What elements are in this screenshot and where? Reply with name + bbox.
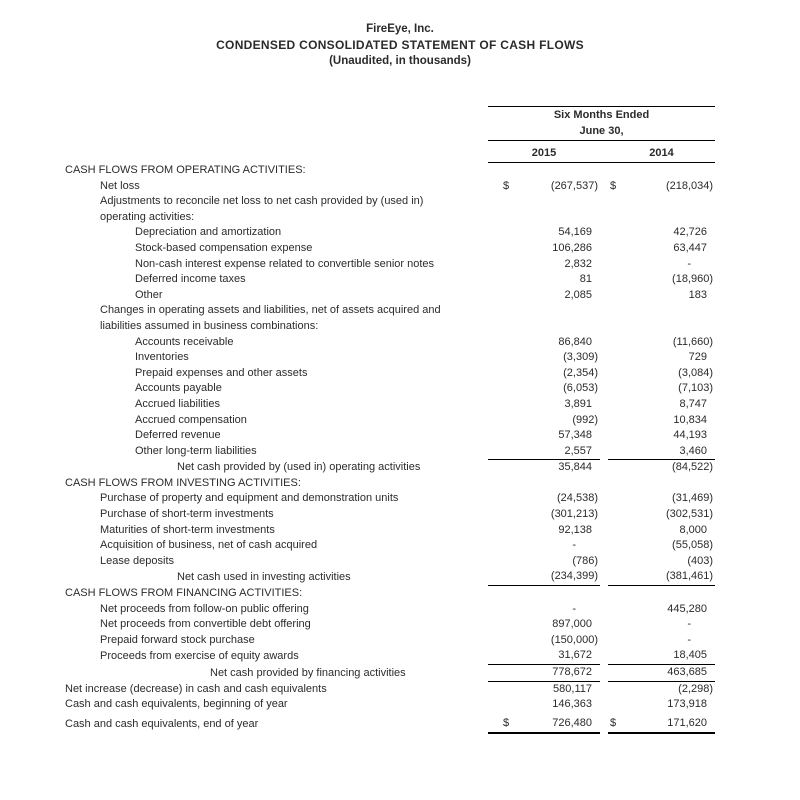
dollar-sign: $ xyxy=(608,713,628,733)
column-gap xyxy=(600,163,608,179)
amount-2015: 146,363 xyxy=(552,698,592,711)
statement-row xyxy=(60,602,715,618)
statement-row xyxy=(60,288,715,304)
dollar-sign xyxy=(608,554,628,570)
dollar-sign xyxy=(608,194,628,225)
amount-2014: 445,280 xyxy=(667,602,708,615)
amount-2014 xyxy=(628,163,715,179)
column-gap xyxy=(600,538,608,554)
row-label: Cash and cash equivalents, beginning of year xyxy=(65,698,288,711)
dollar-sign xyxy=(488,272,510,288)
amount-2014: 729 xyxy=(688,351,708,364)
column-gap xyxy=(600,413,608,429)
amount-2014: (11,660) xyxy=(672,335,714,348)
amount-2014: - xyxy=(687,633,692,646)
dollar-sign xyxy=(608,617,628,633)
amount-2014: - xyxy=(687,257,692,270)
row-label: Non-cash interest expense related to convertible senior notes xyxy=(135,257,435,270)
amount-2015: 778,672 xyxy=(510,665,600,682)
dollar-sign xyxy=(488,665,510,682)
column-gap xyxy=(600,241,608,257)
amount-2014: 10,834 xyxy=(673,413,708,426)
amount-2014: (84,522) xyxy=(672,461,714,474)
column-gap xyxy=(600,633,608,649)
column-gap xyxy=(600,507,608,523)
row-label: Purchase of short-term investments xyxy=(100,508,274,521)
statement-row xyxy=(60,697,715,713)
dollar-sign xyxy=(488,681,510,697)
statement-row xyxy=(60,681,715,697)
dollar-sign xyxy=(608,366,628,382)
amount-2015 xyxy=(510,476,600,492)
dollar-sign xyxy=(608,350,628,366)
statement-row xyxy=(60,507,715,523)
dollar-sign xyxy=(608,163,628,179)
amount-2014: (381,461) xyxy=(628,569,715,585)
dollar-sign xyxy=(608,586,628,602)
column-header-gap xyxy=(600,141,608,163)
column-gap xyxy=(600,697,608,713)
dollar-sign xyxy=(608,460,628,476)
dollar-sign xyxy=(488,413,510,429)
row-label: Purchase of property and equipment and demonstration units xyxy=(100,492,399,505)
statement-row xyxy=(60,241,715,257)
row-label: Deferred income taxes xyxy=(135,273,246,286)
dollar-sign xyxy=(608,257,628,273)
dollar-sign xyxy=(488,288,510,304)
column-gap xyxy=(600,366,608,382)
dollar-sign xyxy=(488,648,510,664)
row-label: Deferred revenue xyxy=(135,429,221,442)
amount-2015: 2,085 xyxy=(564,288,592,301)
statement-row xyxy=(60,460,715,476)
dollar-sign xyxy=(608,648,628,664)
dollar-sign xyxy=(488,617,510,633)
amount-2015: 57,348 xyxy=(558,429,592,442)
row-label: Maturities of short-term investments xyxy=(100,523,275,536)
dollar-sign xyxy=(608,444,628,460)
dollar-sign xyxy=(488,569,510,585)
amount-2014: 463,685 xyxy=(628,665,715,682)
row-label: Acquisition of business, net of cash acquired xyxy=(100,539,318,552)
statement-row xyxy=(60,617,715,633)
amount-2014: (7,103) xyxy=(678,382,714,395)
row-label: Other long-term liabilities xyxy=(135,445,257,458)
period-header-line1: Six Months Ended xyxy=(488,107,715,125)
dollar-sign: $ xyxy=(610,179,617,192)
row-label: Proceeds from exercise of equity awards xyxy=(100,649,299,662)
statement-row xyxy=(60,633,715,649)
dollar-sign xyxy=(608,428,628,444)
amount-2015: (2,354) xyxy=(563,366,598,379)
row-label: Other xyxy=(135,288,163,301)
statement-row xyxy=(60,335,715,351)
column-gap xyxy=(600,350,608,366)
statement-row xyxy=(60,179,715,195)
dollar-sign xyxy=(608,697,628,713)
dollar-sign xyxy=(488,381,510,397)
amount-2014: (3,084) xyxy=(678,366,714,379)
title-block xyxy=(0,21,800,69)
amount-2015: (24,538) xyxy=(557,492,598,505)
dollar-sign xyxy=(488,397,510,413)
row-label: Changes in operating assets and liabilities, net of assets acquired and liabilities assumed in business combinations: xyxy=(100,304,441,332)
statement-title: CONDENSED CONSOLIDATED STATEMENT OF CASH FLOWS xyxy=(216,38,584,52)
amount-2015: (267,537) xyxy=(550,179,598,192)
amount-2014: (2,298) xyxy=(678,682,714,695)
amount-2015: 2,557 xyxy=(510,444,600,460)
row-label: Net proceeds from convertible debt offering xyxy=(100,618,311,631)
dollar-sign xyxy=(608,569,628,585)
amount-2014: (403) xyxy=(687,554,714,567)
dollar-sign xyxy=(488,350,510,366)
column-header-2014: 2014 xyxy=(608,141,715,163)
statement-row xyxy=(60,538,715,554)
section-header-row xyxy=(60,586,715,602)
section-header-row xyxy=(60,163,715,179)
company-name: FireEye, Inc. xyxy=(366,23,434,35)
row-label: Net proceeds from follow-on public offering xyxy=(100,602,309,615)
row-label: Accrued compensation xyxy=(135,413,247,426)
dollar-sign xyxy=(608,633,628,649)
amount-2015 xyxy=(510,194,600,225)
amount-2015: 31,672 xyxy=(510,648,600,664)
column-gap xyxy=(600,460,608,476)
dollar-sign xyxy=(488,697,510,713)
column-gap xyxy=(600,288,608,304)
amount-2015: 54,169 xyxy=(558,226,592,239)
column-gap xyxy=(600,397,608,413)
statement-row xyxy=(60,194,715,225)
amount-2015: - xyxy=(572,602,576,615)
statement-row xyxy=(60,713,715,733)
amount-2014: (18,960) xyxy=(672,273,714,286)
row-label: CASH FLOWS FROM OPERATING ACTIVITIES: xyxy=(65,164,306,176)
amount-2015: (301,213) xyxy=(550,508,598,521)
dollar-sign xyxy=(488,194,510,225)
statement-row xyxy=(60,381,715,397)
dollar-sign xyxy=(488,428,510,444)
amount-2015: 35,844 xyxy=(558,461,592,474)
row-label: Net increase (decrease) in cash and cash equivalents xyxy=(65,682,327,695)
amount-2015: 3,891 xyxy=(564,397,592,410)
amount-2015 xyxy=(510,303,600,334)
amount-2014: (55,058) xyxy=(672,539,714,552)
amount-2014: - xyxy=(687,618,692,631)
amount-2014: (218,034) xyxy=(665,179,714,192)
dollar-sign xyxy=(488,460,510,476)
statement-row xyxy=(60,272,715,288)
amount-2015: 897,000 xyxy=(552,618,592,631)
dollar-sign: $ xyxy=(488,713,510,733)
column-gap xyxy=(600,194,608,225)
amount-2015: (992) xyxy=(572,413,598,426)
dollar-sign xyxy=(488,241,510,257)
row-label: Adjustments to reconcile net loss to net cash provided by (used in) operating activities: xyxy=(100,195,424,223)
dollar-sign xyxy=(608,225,628,241)
dollar-sign xyxy=(488,538,510,554)
dollar-sign xyxy=(608,491,628,507)
statement-row xyxy=(60,366,715,382)
dollar-sign xyxy=(488,554,510,570)
cash-flow-statement-table xyxy=(60,106,715,734)
column-gap xyxy=(600,713,608,733)
amount-2015: 106,286 xyxy=(552,241,592,254)
column-gap xyxy=(600,665,608,682)
amount-2014: 44,193 xyxy=(673,429,708,442)
column-gap xyxy=(600,179,608,195)
dollar-sign xyxy=(488,303,510,334)
statement-row xyxy=(60,397,715,413)
dollar-sign xyxy=(608,303,628,334)
amount-2014: (31,469) xyxy=(672,492,714,505)
statement-row xyxy=(60,257,715,273)
statement-row xyxy=(60,350,715,366)
column-gap xyxy=(600,491,608,507)
dollar-sign xyxy=(488,257,510,273)
dollar-sign xyxy=(608,413,628,429)
dollar-sign xyxy=(488,163,510,179)
row-label: Stock-based compensation expense xyxy=(135,241,313,254)
row-label: Accounts receivable xyxy=(135,335,234,348)
cashflow-rows xyxy=(60,163,715,733)
statement-row xyxy=(60,444,715,460)
row-label: Net cash provided by financing activities xyxy=(210,666,406,679)
row-label: Accounts payable xyxy=(135,382,222,395)
dollar-sign xyxy=(488,476,510,492)
column-gap xyxy=(600,257,608,273)
period-header-row-2 xyxy=(60,124,715,141)
dollar-sign xyxy=(488,225,510,241)
column-gap xyxy=(600,381,608,397)
amount-2015: 726,480 xyxy=(510,713,600,733)
column-gap xyxy=(600,648,608,664)
statement-row xyxy=(60,413,715,429)
amount-2014 xyxy=(628,303,715,334)
statement-row xyxy=(60,428,715,444)
dollar-sign xyxy=(608,381,628,397)
dollar-sign xyxy=(608,476,628,492)
row-label: Inventories xyxy=(135,351,189,364)
dollar-sign xyxy=(488,444,510,460)
dollar-sign xyxy=(488,523,510,539)
row-label: Accrued liabilities xyxy=(135,397,220,410)
column-gap xyxy=(600,428,608,444)
amount-2015: 86,840 xyxy=(558,335,592,348)
dollar-sign xyxy=(488,633,510,649)
dollar-sign xyxy=(488,507,510,523)
row-label: Depreciation and amortization xyxy=(135,226,282,239)
column-gap xyxy=(600,272,608,288)
dollar-sign xyxy=(608,335,628,351)
amount-2015 xyxy=(510,586,600,602)
row-label: Net loss xyxy=(100,179,140,192)
amount-2015: (234,399) xyxy=(510,569,600,585)
dollar-sign xyxy=(608,538,628,554)
statement-row xyxy=(60,523,715,539)
column-gap xyxy=(600,476,608,492)
dollar-sign xyxy=(608,523,628,539)
amount-2014: 171,620 xyxy=(628,713,715,733)
row-label: Net cash used in investing activities xyxy=(177,570,351,583)
statement-note: (Unaudited, in thousands) xyxy=(329,55,471,67)
column-gap xyxy=(600,444,608,460)
row-label: Prepaid forward stock purchase xyxy=(100,633,255,646)
dollar-sign xyxy=(608,665,628,682)
amount-2014: 173,918 xyxy=(667,698,708,711)
amount-2014: 18,405 xyxy=(628,648,715,664)
column-gap xyxy=(600,523,608,539)
dollar-sign xyxy=(488,602,510,618)
amount-2014 xyxy=(628,194,715,225)
amount-2015: 580,117 xyxy=(553,682,592,695)
column-gap xyxy=(600,602,608,618)
section-header-row xyxy=(60,476,715,492)
column-gap xyxy=(600,303,608,334)
row-label: Lease deposits xyxy=(100,554,174,567)
dollar-sign xyxy=(488,366,510,382)
dollar-sign xyxy=(608,272,628,288)
row-label: Cash and cash equivalents, end of year xyxy=(65,718,259,731)
year-header-row xyxy=(60,141,715,163)
dollar-sign xyxy=(608,288,628,304)
dollar-sign xyxy=(608,681,628,697)
column-gap xyxy=(600,225,608,241)
amount-2014: 63,447 xyxy=(673,241,708,254)
dollar-sign: $ xyxy=(503,179,510,192)
column-header-2015: 2015 xyxy=(488,141,600,163)
amount-2014 xyxy=(628,586,715,602)
amount-2014: (302,531) xyxy=(665,508,714,521)
period-header-row-1 xyxy=(60,107,715,125)
amount-2015: - xyxy=(572,539,576,552)
amount-2015 xyxy=(510,163,600,179)
amount-2014: 42,726 xyxy=(673,226,708,239)
row-label: CASH FLOWS FROM INVESTING ACTIVITIES: xyxy=(65,476,301,489)
amount-2014 xyxy=(628,476,715,492)
column-gap xyxy=(600,569,608,585)
statement-row xyxy=(60,569,715,585)
dollar-sign xyxy=(488,586,510,602)
amount-2015: (150,000) xyxy=(550,633,598,646)
amount-2014: 3,460 xyxy=(628,444,715,460)
statement-row xyxy=(60,554,715,570)
column-gap xyxy=(600,617,608,633)
row-label: Net cash provided by (used in) operating activities xyxy=(177,461,421,474)
dollar-sign xyxy=(608,507,628,523)
dollar-sign xyxy=(488,491,510,507)
statement-row xyxy=(60,665,715,682)
amount-2015: 81 xyxy=(579,273,592,286)
amount-2015: (6,053) xyxy=(563,382,598,395)
statement-row xyxy=(60,303,715,334)
dollar-sign xyxy=(488,335,510,351)
statement-row xyxy=(60,225,715,241)
amount-2015: 2,832 xyxy=(564,257,592,270)
dollar-sign xyxy=(608,602,628,618)
amount-2015: 92,138 xyxy=(558,523,592,536)
amount-2015: (3,309) xyxy=(563,351,598,364)
statement-row xyxy=(60,491,715,507)
dollar-sign xyxy=(608,397,628,413)
column-gap xyxy=(600,335,608,351)
column-gap xyxy=(600,681,608,697)
statement-row xyxy=(60,648,715,664)
amount-2014: 8,000 xyxy=(679,523,708,536)
row-label: Prepaid expenses and other assets xyxy=(135,366,308,379)
amount-2015: (786) xyxy=(572,554,598,567)
amount-2014: 183 xyxy=(688,288,708,301)
amount-2014: 8,747 xyxy=(679,397,708,410)
row-label: CASH FLOWS FROM FINANCING ACTIVITIES: xyxy=(65,587,303,600)
period-header-line2: June 30, xyxy=(488,124,715,141)
column-gap xyxy=(600,554,608,570)
dollar-sign xyxy=(608,241,628,257)
column-gap xyxy=(600,586,608,602)
